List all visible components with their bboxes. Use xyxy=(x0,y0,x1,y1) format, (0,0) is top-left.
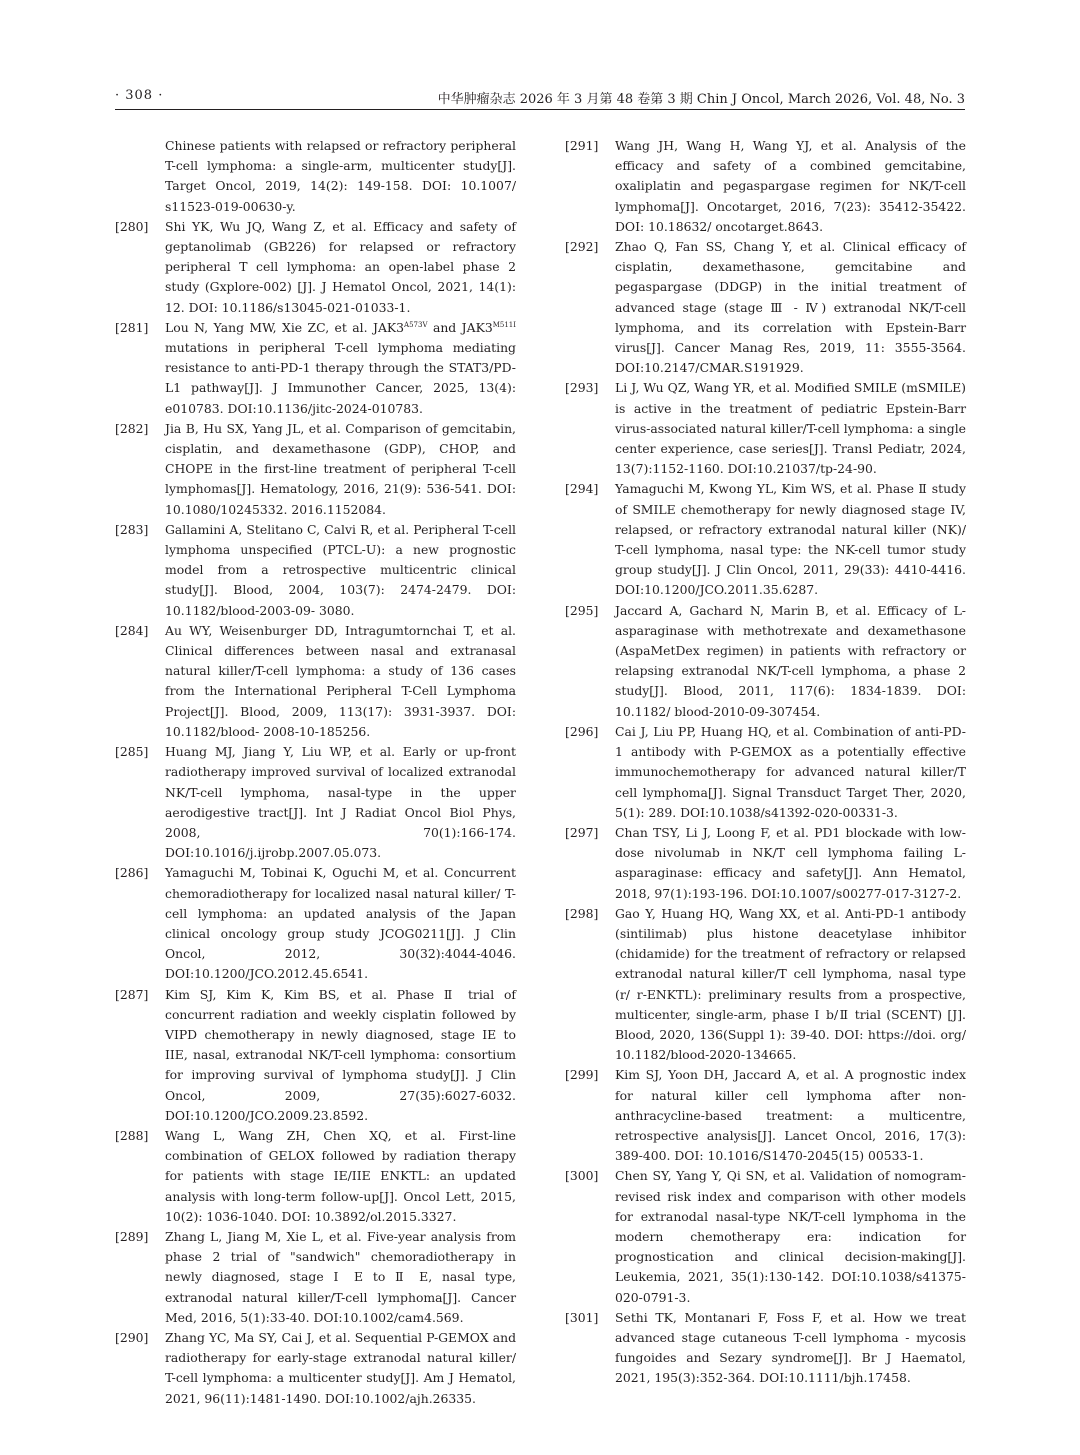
reference-number: [281] xyxy=(115,319,149,335)
reference-text: Huang MJ, Jiang Y, Liu WP, et al. Early or up-front radiotherapy improved survival of localized extranodal NK/T-cell lymphoma, nasal-type in the upper aerodigestive tract[J]. Int J Radiat Oncol Biol Phys, 2008, 70(1):166-174. DOI:10.1016/j.ijrobp.2007.05.073. xyxy=(165,744,516,861)
reference-number: [300] xyxy=(565,1168,599,1184)
reference-item xyxy=(565,1065,966,1166)
header-rule xyxy=(115,109,965,110)
reference-number: [280] xyxy=(115,218,149,234)
superscript: A573V xyxy=(404,320,428,329)
reference-text: Zhao Q, Fan SS, Chang Y, et al. Clinical efficacy of cisplatin, dexamethasone, gemcitabine and pegaspargase (DDGP) in the initial treatment of advanced stage (stage Ⅲ - Ⅳ) extranodal NK/T-cell lymphoma, and its correlation with Epstein-Barr virus[J]. Cancer Manag Res, 2019, 11: 3555-3564. DOI:10.2147/CMAR.S191929. xyxy=(615,239,966,376)
reference-number: [291] xyxy=(565,138,599,153)
reference-item xyxy=(115,863,516,984)
reference-text: Kim SJ, Kim K, Kim BS, et al. Phase Ⅱ trial of concurrent radiation and weekly cisplatin followed by VIPD chemotherapy in newly diagnosed, stage IE to IIE, nasal, extranodal NK/T-cell lymphoma: consortium for improving survival of lymphoma study[J]. J Clin Oncol, 2009, 27(35):6027-6032. DOI:10.1200/JCO.2009.23.8592. xyxy=(165,986,516,1123)
right-column xyxy=(565,136,966,1389)
journal-citation-line: 中华肿瘤杂志 2026 年 3 月第 48 卷第 3 期 Chin J Oncol, March 2026, Vol. 48, No. 3 xyxy=(437,92,965,107)
reference-item xyxy=(115,136,516,217)
running-header xyxy=(115,86,965,110)
reference-text: Wang L, Wang ZH, Chen XQ, et al. First-line combination of GELOX followed by radiation therapy for patients with stage IE/IIE ENKTL: an updated analysis with long-term follow-up[J]. Oncol Lett, 2015, 10(2): 1036-1040. DOI: 10.3892/ol.2015.3327. xyxy=(165,1127,516,1224)
reference-text: Zhang YC, Ma SY, Cai J, et al. Sequential P-GEMOX and radiotherapy for early-stage extranodal natural killer/ T-cell lymphoma: a multicenter study[J]. Am J Hematol, 2021, 96(11):1481-1490. DOI:10.1002/ajh.26335. xyxy=(165,1329,516,1406)
reference-item xyxy=(565,479,966,600)
reference-item xyxy=(565,601,966,722)
reference-item xyxy=(565,1166,966,1307)
reference-number: [298] xyxy=(565,905,599,921)
reference-item xyxy=(115,1227,516,1328)
reference-item xyxy=(115,520,516,621)
reference-number: [287] xyxy=(115,986,149,1002)
reference-item xyxy=(115,1126,516,1227)
reference-number: [282] xyxy=(115,420,149,436)
reference-number xyxy=(115,136,165,217)
reference-item xyxy=(115,742,516,863)
reference-number: [296] xyxy=(565,723,599,739)
reference-item xyxy=(565,823,966,904)
reference-number: [286] xyxy=(115,865,149,881)
reference-text: Wang JH, Wang H, Wang YJ, et al. Analysis of the efficacy and safety of a combined gemcitabine, oxaliplatin and pegaspargase regimen for NK/T-cell lymphoma[J]. Oncotarget, 2016, 7(23): 35412-35422. DOI: 10.18632/ oncotarget.8643. xyxy=(615,138,966,234)
reference-item xyxy=(565,378,966,479)
reference-number: [288] xyxy=(115,1127,149,1143)
reference-text: Cai J, Liu PP, Huang HQ, et al. Combination of anti-PD-1 antibody with P-GEMOX as a potentially effective immunochemotherapy for advanced natural killer/T cell lymphoma[J]. Signal Transduct Target Ther, 2020, 5(1): 289. DOI:10.1038/s41392-020-00331-3. xyxy=(615,723,966,820)
reference-number: [293] xyxy=(565,380,599,396)
reference-text: Yamaguchi M, Tobinai K, Oguchi M, et al. Concurrent chemoradiotherapy for localized nasal natural killer/ T-cell lymphoma: an updated analysis of the Japan clinical oncology group study JCOG0211[J]. J Clin Oncol, 2012, 30(32):4044-4046. DOI:10.1200/JCO.2012.45.6541. xyxy=(165,865,516,982)
reference-text: Li J, Wu QZ, Wang YR, et al. Modified SMILE (mSMILE) is active in the treatment of pediatric Epstein-Barr virus-associated natural killer/T-cell lymphoma: a single center experience, case series[J]. Transl Pediatr, 2024, 13(7):1152-1160. DOI:10.21037/tp-24-90. xyxy=(615,380,966,477)
reference-text: Au WY, Weisenburger DD, Intragumtornchai T, et al. Clinical differences between nasal and extranasal natural killer/T-cell lymphoma: a study of 136 cases from the International Peripheral T-Cell Lymphoma Project[J]. Blood, 2009, 113(17): 3931-3937. DOI: 10.1182/blood- 2008-10-185256. xyxy=(165,622,516,739)
reference-text: Kim SJ, Yoon DH, Jaccard A, et al. A prognostic index for natural killer cell lymphoma after non-anthracycline-based treatment: a multicentre, retrospective analysis[J]. Lancet Oncol, 2016, 17(3): 389-400. DOI: 10.1016/S1470-2045(15) 00533-1. xyxy=(615,1067,966,1164)
reference-item xyxy=(115,1328,516,1409)
reference-text: Jia B, Hu SX, Yang JL, et al. Comparison of gemcitabin, cisplatin, and dexamethasone (GDP), CHOP, and CHOPE in the first-line treatment of peripheral T-cell lymphomas[J]. Hematology, 2016, 21(9): 536-541. DOI: 10.1080/10245332. 2016.1152084. xyxy=(165,420,516,517)
reference-number: [297] xyxy=(565,824,599,840)
reference-number: [283] xyxy=(115,521,149,537)
reference-text: Jaccard A, Gachard N, Marin B, et al. Efficacy of L-asparaginase with methotrexate and dexamethasone (AspaMetDex regimen) in patients with refractory or relapsing extranodal NK/T-cell lymphoma, a phase 2 study[J]. Blood, 2011, 117(6): 1834-1839. DOI: 10.1182/ blood-2010-09-307454. xyxy=(615,602,966,719)
reference-item xyxy=(565,1308,966,1389)
reference-item xyxy=(115,217,516,318)
reference-item xyxy=(565,136,966,237)
reference-text: Chinese patients with relapsed or refractory peripheral T-cell lymphoma: a single-arm, multicenter study[J]. Target Oncol, 2019, 14(2): 149-158. DOI: 10.1007/ s11523-019-00630-y. xyxy=(165,138,516,214)
reference-number: [301] xyxy=(565,1309,599,1325)
reference-number: [285] xyxy=(115,744,149,760)
reference-item xyxy=(565,237,966,378)
reference-number: [299] xyxy=(565,1067,599,1083)
reference-text: Zhang L, Jiang M, Xie L, et al. Five-year analysis from phase 2 trial of "sandwich" chemoradiotherapy in newly diagnosed, stage Ⅰ E to Ⅱ E, nasal type, extranodal natural killer/T-cell lymphoma[J]. Cancer Med, 2016, 5(1):33-40. DOI:10.1002/cam4.569. xyxy=(165,1228,516,1325)
reference-text: Gao Y, Huang HQ, Wang XX, et al. Anti-PD-1 antibody (sintilimab) plus histone deacetylase inhibitor (chidamide) for the treatment of refractory or relapsed extranodal natural killer/T cell lymphoma, nasal type (r/ r-ENKTL): preliminary results from a prospective, multicenter, single-arm, phase Ⅰ b/Ⅱ trial (SCENT) [J]. Blood, 2020, 136(Suppl 1): 39-40. DOI: https://doi. org/ 10.1182/blood-2020-134665. xyxy=(615,905,966,1063)
left-column xyxy=(115,136,516,1409)
reference-item xyxy=(115,318,516,419)
reference-text: Yamaguchi M, Kwong YL, Kim WS, et al. Phase Ⅱ study of SMILE chemotherapy for newly diagnosed stage IV, relapsed, or refractory extranodal natural killer (NK)/ T-cell lymphoma, nasal type: the NK-cell tumor study group study[J]. J Clin Oncol, 2011, 29(33): 4410-4416. DOI:10.1200/JCO.2011.35.6287. xyxy=(615,481,966,598)
reference-item xyxy=(115,419,516,520)
reference-text: Lou N, Yang MW, Xie ZC, et al. $JAK3^{A573V}$ and $JAK3^{M511I}$ mutations in peripheral T-cell lymphoma mediating resistance to anti-PD-1 therapy through the STAT3/PD-L1 pathway[J]. J Immunother Cancer, 2025, 13(4): e010783. DOI:10.1136/jitc-2024-010783. xyxy=(165,319,517,416)
reference-text: Gallamini A, Stelitano C, Calvi R, et al. Peripheral T-cell lymphoma unspecified (PTCL-U): a new prognostic model from a retrospective multicentric clinical study[J]. Blood, 2004, 103(7): 2474-2479. DOI: 10.1182/blood-2003-09- 3080. xyxy=(165,521,516,618)
reference-text: Sethi TK, Montanari F, Foss F, et al. How we treat advanced stage cutaneous T-cell lymphoma - mycosis fungoides and Sezary syndrome[J]. Br J Haematol, 2021, 195(3):352-364. DOI:10.1111/bjh.17458. xyxy=(615,1309,966,1386)
reference-number: [289] xyxy=(115,1228,149,1244)
reference-text: Chen SY, Yang Y, Qi SN, et al. Validation of nomogram-revised risk index and comparison with other models for extranodal nasal-type NK/T-cell lymphoma in the modern chemotherapy era: indication for prognostication and clinical decision-making[J]. Leukemia, 2021, 35(1):130-142. DOI:10.1038/s41375-020-0791-3. xyxy=(615,1168,966,1305)
reference-item xyxy=(565,722,966,823)
reference-number: [295] xyxy=(565,602,599,618)
reference-number: [290] xyxy=(115,1329,149,1345)
reference-number: [292] xyxy=(565,239,599,255)
reference-text: Shi YK, Wu JQ, Wang Z, et al. Efficacy and safety of geptanolimab (GB226) for relapsed or refractory peripheral T cell lymphoma: an open-label phase 2 study (Gxplore-002) [J]. J Hematol Oncol, 2021, 14(1): 12. DOI: 10.1186/s13045-021-01033-1. xyxy=(165,218,516,315)
reference-number: [294] xyxy=(565,481,599,497)
page-number: · 308 · xyxy=(115,88,164,103)
reference-number: [284] xyxy=(115,622,149,638)
reference-text: Chan TSY, Li J, Loong F, et al. PD1 blockade with low-dose nivolumab in NK/T cell lymphoma failing L-asparaginase: efficacy and safety[J]. Ann Hematol, 2018, 97(1):193-196. DOI:10.1007/s00277-017-3127-2. xyxy=(615,824,966,901)
reference-item xyxy=(565,904,966,1066)
reference-item xyxy=(115,621,516,742)
reference-item xyxy=(115,985,516,1126)
superscript: M511I xyxy=(492,320,517,329)
